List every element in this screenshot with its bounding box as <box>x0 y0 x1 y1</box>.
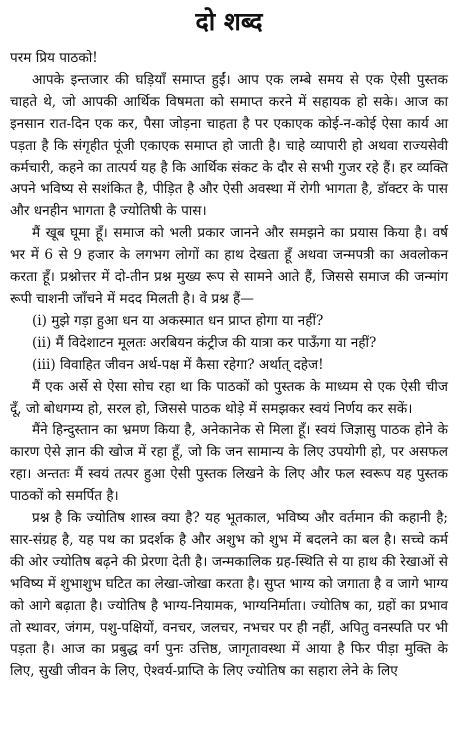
question-2: (ii) मैं विदेशाटन मूलतः अरबियन कंट्रीज की यात्रा कर पाऊँगा या नहीं? <box>32 334 377 351</box>
paragraph-3: मैं एक अर्से से ऐसा सोच रहा था कि पाठकों को पुस्तक के माध्यम से एक ऐसी चीज दूँ, जो बोधगम्य हो, सरल हो, जिससे पाठक थोड़े में समझकर स्वयं निर्णय कर सकें। <box>10 378 448 417</box>
question-1: (i) मुझे गड़ा हुआ धन या अकस्मात धन प्राप्त होगा या नहीं? <box>32 312 324 329</box>
question-3: (iii) विवाहित जीवन अर्थ-पक्ष में कैसा रहेगा? अर्थात् दहेज! <box>32 356 324 373</box>
paragraph-5: प्रश्न है कि ज्योतिष शास्त्र क्या है? यह भूतकाल, भविष्य और वर्तमान की कहानी है; सार-संग्रह है, यह पथ का प्रदर्शक है और अशुभ को शुभ में बदलने का बल है। सच्चे कर्म की ओर ज्योतिष बढ़ने की प्रेरणा देती है। जन्मकालिक ग्रह-स्थिति से या हाथ की रेखाओं से भविष्य में शुभाशुभ घटित का लेखा-जोखा करता है। सुप्त भाग्य को जगाता है व जागे भाग्य को आगे बढ़ाता है। ज्योतिष है भाग्य-नियामक, भाग्यनिर्माता। ज्योतिष का, ग्रहों का प्रभाव तो स्थावर, जंगम, पशु-पक्षियों, वनचर, जलचर, नभचर पर ही नहीं, अपितु वनस्पति पर भी पड़ता है। आज का प्रबुद्ध वर्ग पुनः उत्तिष्ठ, जागृतावस्था में आया है फिर पीड़ा मुक्ति के लिए, सुखी जीवन के लिए, ऐश्वर्य-प्राप्ति के लिए ज्योतिष का सहारा लेने के लिए <box>10 510 448 680</box>
paragraph-2: मैं खूब घूमा हूँ। समाज को भली प्रकार जानने और समझने का प्रयास किया है। वर्ष भर में 6 से 9 हजार के लगभग लोगों का हाथ देखता हूँ अथवा जन्मपत्री का अवलोकन करता हूँ। प्रश्नोत्तर में दो-तीन प्रश्न मुख्य रूप से सामने आते हैं, जिससे समाज की जन्मांग रूपी चाशनी जाँचने में मदद मिलती है। वे प्रश्न हैं— <box>10 225 448 307</box>
greeting: परम प्रिय पाठको! <box>10 50 98 66</box>
paragraph-1: आपके इन्तजार की घड़ियाँ समाप्त हुईं। आप एक लम्बे समय से एक ऐसी पुस्तक चाहते थे, जो आपकी आर्थिक विषमता को समाप्त करने में सहायक हो सके। आज का इनसान रात-दिन एक कर, पैसा जोड़ना चाहता है पर एकाएक कोई-न-कोई ऐसा कार्य आ पड़ता है कि संगृहीत पूंजी एकाएक समाप्त हो जाती है। चाहे व्यापारी हो अथवा राज्यसेवी कर्मचारी, कहने का तात्पर्य यह है कि आर्थिक संकट के दौर से सभी गुजर रहे हैं। हर व्यक्ति अपने भविष्य से सशंकित है, पीड़ित है और ऐसी अवस्था में रोगी भागता है, डॉक्टर के पास और धनहीन भागता है ज्योतिषी के पास। <box>10 71 448 220</box>
paragraph-4: मैंने हिन्दुस्तान का भ्रमण किया है, अनेकानेक से मिला हूँ। स्वयं जिज्ञासु पाठक होने के कारण ऐसे ज्ञान की खोज में रहा हूँ, जो कि जन सामान्य के लिए उपयोगी हो, पर असफल रहा। अन्ततः मैं स्वयं तत्पर हुआ ऐसी पुस्तक लिखने के लिए और फल स्वरूप यह पुस्तक पाठकों को समर्पित है। <box>10 422 448 505</box>
page-title: दो शब्द <box>195 7 263 36</box>
